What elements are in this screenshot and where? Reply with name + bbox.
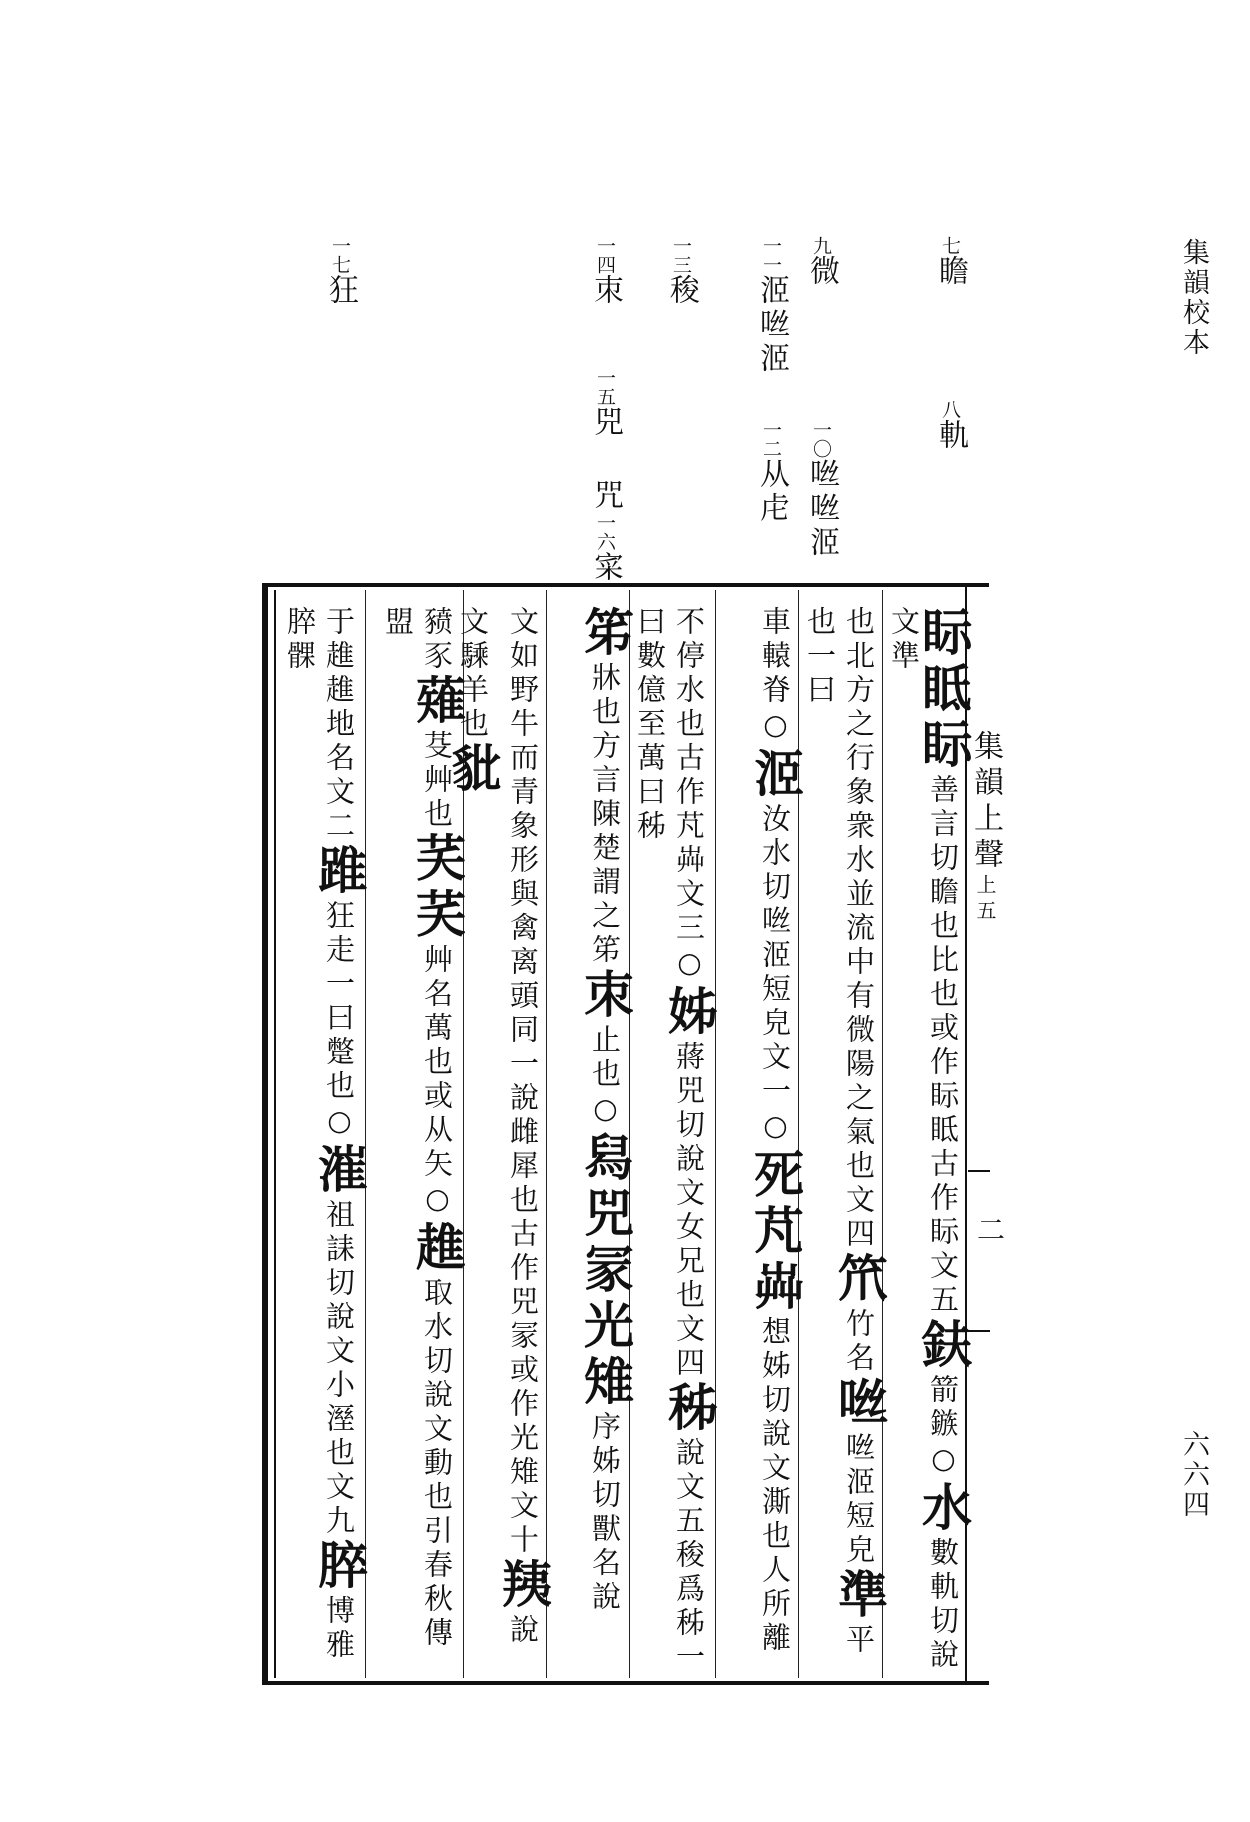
headword: 朿 bbox=[576, 968, 635, 1024]
gloss: 蔣兕切說文女兄也文四 bbox=[672, 1041, 706, 1381]
gloss: 止也 bbox=[588, 1024, 622, 1092]
gloss: 箭鏃 bbox=[926, 1374, 960, 1442]
banxin-page-number: 二 bbox=[973, 1215, 1006, 1243]
gloss: 狂走一曰蹩也 bbox=[322, 900, 356, 1104]
note-text: 軌 bbox=[933, 419, 968, 453]
gloss: 竹名 bbox=[842, 1308, 876, 1376]
page-number: 六六四 bbox=[1178, 1430, 1209, 1520]
note-text: 稄 bbox=[664, 274, 699, 308]
note-text: 洍咝洍 bbox=[754, 274, 789, 376]
note-text: 咝咝洍 bbox=[804, 458, 839, 560]
gloss: 說文騬羊也 bbox=[456, 606, 540, 1648]
gloss: 也北方之行象衆水並流中有微陽之氣也文四 bbox=[842, 606, 876, 1252]
collation-note bbox=[754, 420, 789, 526]
circle-mark: ○ bbox=[421, 1182, 454, 1221]
note-number: 一五 bbox=[594, 368, 616, 406]
collation-note bbox=[664, 236, 699, 308]
collation-note bbox=[933, 400, 968, 453]
note-text: 瞻 bbox=[933, 255, 968, 289]
gloss: 善言切瞻也比也或作眎眡古作眎文五 bbox=[926, 774, 960, 1318]
note-number: 一四 bbox=[594, 236, 616, 274]
note-number: 一〇 bbox=[810, 420, 832, 458]
collation-note bbox=[804, 236, 839, 289]
text-column bbox=[372, 606, 467, 1676]
note-text: 微 bbox=[804, 255, 839, 289]
gloss: 汝水切咝洍短皃文一 bbox=[758, 803, 792, 1109]
circle-mark: ○ bbox=[589, 1092, 622, 1131]
headword: 漼 bbox=[310, 1143, 369, 1199]
note-text: 朿 bbox=[588, 274, 623, 308]
gloss: 想姊切說文澌也人所離 bbox=[758, 1316, 792, 1656]
headword: 踓 bbox=[310, 844, 369, 900]
gloss: 文如野牛而青象形與禽离頭同一說雌犀也古作兕冡或作光雉文十 bbox=[506, 606, 540, 1558]
banxin-section: 上五 bbox=[973, 874, 997, 926]
headword: 姊 bbox=[660, 985, 719, 1041]
gloss: 說文五稄爲秭一曰數億至萬曰秭 bbox=[633, 606, 706, 1675]
headword: 洍 bbox=[746, 747, 805, 803]
circle-mark: ○ bbox=[673, 946, 706, 985]
gloss: 序姊切獸名說 bbox=[588, 1411, 622, 1615]
circle-mark: ○ bbox=[927, 1442, 960, 1481]
note-number: 一一 bbox=[760, 236, 782, 274]
gloss: 數軌切說文準 bbox=[887, 606, 960, 1673]
note-number: 一七 bbox=[329, 236, 351, 274]
banxin-mark bbox=[968, 1170, 990, 1172]
headword: 豼 bbox=[444, 742, 503, 798]
circle-mark: ○ bbox=[759, 1109, 792, 1148]
frame-rule bbox=[965, 1681, 989, 1685]
collation-note bbox=[754, 236, 789, 376]
collation-note bbox=[804, 420, 839, 560]
text-column bbox=[550, 606, 635, 1676]
frame-inner-rule bbox=[274, 590, 276, 1678]
headword: 笫 bbox=[576, 606, 635, 662]
note-number: 一六 bbox=[594, 513, 616, 551]
headword: 脺 bbox=[310, 1539, 369, 1595]
headword: 鈇 bbox=[914, 1318, 973, 1374]
note-text: 寀 bbox=[588, 551, 623, 585]
headword: 眎眡眎 bbox=[914, 606, 973, 774]
text-column bbox=[720, 606, 805, 1676]
gloss: 咝洍短皃 bbox=[842, 1432, 876, 1568]
column-rule bbox=[715, 590, 716, 1678]
collation-note bbox=[323, 236, 358, 308]
headword: 秭 bbox=[660, 1381, 719, 1437]
running-head: 集韻校本 bbox=[1178, 238, 1209, 358]
gloss: 芟艸也 bbox=[420, 730, 454, 832]
banxin-book: 集韻 bbox=[968, 730, 1003, 802]
note-number: 九 bbox=[810, 236, 832, 255]
collation-note bbox=[588, 236, 623, 308]
headword: 舄兕冡光雉 bbox=[576, 1131, 635, 1411]
headword: 咝 bbox=[830, 1376, 889, 1432]
banxin-title bbox=[968, 730, 1003, 926]
note-number: 一二 bbox=[760, 420, 782, 458]
text-column bbox=[887, 606, 973, 1676]
gloss: 也古作芃芔文三 bbox=[672, 708, 706, 946]
text-column bbox=[282, 606, 369, 1676]
gloss: 博雅脺髁 bbox=[283, 606, 356, 1663]
frame-rule bbox=[965, 583, 989, 587]
note-text: 从虍 bbox=[754, 458, 789, 526]
headword: 笊 bbox=[830, 1252, 889, 1308]
gloss: 取水切說文動也引春秋傳盟 bbox=[381, 606, 454, 1651]
gloss: 祖誄切說文小溼也文九 bbox=[322, 1199, 356, 1539]
column-rule bbox=[365, 590, 366, 1678]
headword: 羠 bbox=[494, 1558, 553, 1614]
headword: 趡 bbox=[408, 1221, 467, 1277]
collation-note bbox=[933, 236, 968, 289]
gloss: 車轅脊 bbox=[758, 606, 792, 708]
note-number: 一三 bbox=[670, 236, 692, 274]
gloss: 平也一曰 bbox=[803, 606, 876, 1658]
headword: 準 bbox=[830, 1568, 889, 1624]
circle-mark: ○ bbox=[759, 708, 792, 747]
collation-note bbox=[588, 368, 623, 585]
gloss: 不停水 bbox=[672, 606, 706, 708]
headword: 芺芺 bbox=[408, 832, 467, 944]
note-number: 七 bbox=[939, 236, 961, 255]
text-column bbox=[633, 606, 719, 1676]
text-column bbox=[444, 606, 553, 1676]
headword: 死芃芔 bbox=[746, 1148, 805, 1316]
circle-mark: ○ bbox=[323, 1104, 356, 1143]
text-column bbox=[803, 606, 889, 1676]
note-number: 八 bbox=[939, 400, 961, 419]
note-text: 兕 咒 bbox=[588, 406, 623, 513]
gloss: 豮豕 bbox=[420, 606, 454, 674]
headword: 薙 bbox=[408, 674, 467, 730]
gloss: 于趡趡地名文二 bbox=[322, 606, 356, 844]
headword: 水 bbox=[914, 1481, 973, 1537]
note-text: 狂 bbox=[323, 274, 358, 308]
gloss: 艸名萬也或从矢 bbox=[420, 944, 454, 1182]
banxin-tone: 上聲 bbox=[968, 802, 1003, 874]
gloss: 牀也方言陳楚謂之笫 bbox=[588, 662, 622, 968]
